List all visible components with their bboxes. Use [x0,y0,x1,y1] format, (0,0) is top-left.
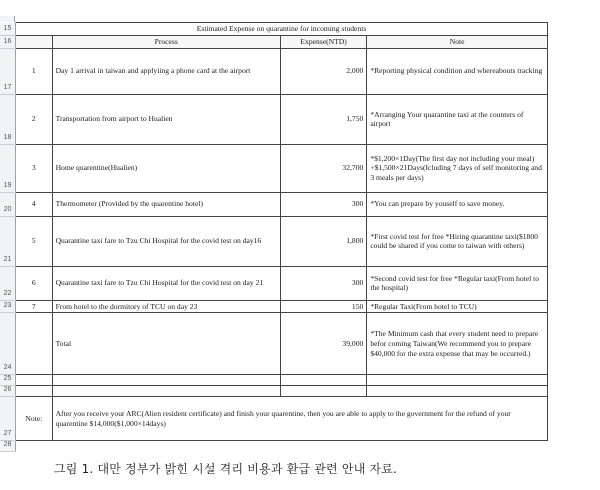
empty-row [0,386,548,397]
expense-cell: 150 [280,300,366,313]
expense-cell: 1,800 [280,216,366,266]
row-number: 28 [0,441,16,452]
header-process: Process [52,36,280,49]
note-cell: *First covid test for free *Hiring quarantine taxi($1800 could be shared if you come to taiwan with others) [367,216,548,266]
note-cell: *You can prepare by youself to save money. [367,192,548,216]
item-number: 1 [16,48,53,94]
expense-cell: 32,700 [280,144,366,192]
table-title: Estimated Expense on quarantine for incoming students [16,23,548,36]
note-row [0,397,548,441]
header-row [0,36,548,49]
item-number: 3 [16,144,53,192]
table-row [0,48,548,94]
spreadsheet [0,22,548,452]
empty-cell [367,386,548,397]
empty-cell [52,375,280,386]
empty-row [0,441,548,452]
header-no [16,36,53,49]
note-cell: *Reporting physical condition and whereabouts tracking [367,48,548,94]
note-cell: *Second covid test for free *Regular taxi(From hotel to the hospital) [367,266,548,300]
expense-table [0,22,548,452]
process-cell: From hotel to the dormitory of TCU on day 23 [52,300,280,313]
process-cell: Home quarentine(Hualien) [52,144,280,192]
row-number: 23 [0,300,16,313]
note-label: Note: [16,397,53,441]
process-cell: Quarantine taxi fare to Tzu Chi Hospital for the covid test on day 21 [52,266,280,300]
table-row [0,266,548,300]
empty-cell [367,375,548,386]
process-cell: Transportation from airport to Hualien [52,94,280,144]
note-text: After you receive your ARC(Alien resident certificate) and finish your quarentine, then you are able to apply to the government for the refund of your quarentine $14,000($1,000×14days) [52,397,547,441]
row-number: 18 [0,94,16,144]
expense-cell: 300 [280,266,366,300]
total-no-cell [16,313,53,375]
note-cell: *Regular Taxi(From hotel to TCU) [367,300,548,313]
expense-cell: 300 [280,192,366,216]
process-cell: Thermometer (Provided by the quarentine hotel) [52,192,280,216]
total-label: Total [52,313,280,375]
row-number: 21 [0,216,16,266]
item-number: 5 [16,216,53,266]
empty-cell [16,441,548,452]
empty-row [0,375,548,386]
table-row [0,144,548,192]
row-number: 16 [0,36,16,49]
header-expense: Expense(NTD) [280,36,366,49]
row-number: 25 [0,375,16,386]
row-number: 26 [0,386,16,397]
total-row [0,313,548,375]
table-row [0,94,548,144]
table-row [0,192,548,216]
item-number: 4 [16,192,53,216]
expense-cell: 2,000 [280,48,366,94]
item-number: 2 [16,94,53,144]
process-cell: Quarantine taxi fare to Tzu Chi Hospital for the covid test on day16 [52,216,280,266]
expense-cell: 1,750 [280,94,366,144]
table-row [0,216,548,266]
row-number: 20 [0,192,16,216]
row-number: 22 [0,266,16,300]
total-note: *The Minimum cash that every student need to prepare befor coming Taiwan(We recommend you to prepare $40,000 for the extra expense that may be occurred.) [367,313,548,375]
process-cell: Day 1 arrival in taiwan and applyiing a phone card at the airport [52,48,280,94]
item-number: 6 [16,266,53,300]
row-number: 15 [0,23,16,36]
row-number: 17 [0,48,16,94]
note-cell: *Arranging Your quarantine taxi at the counters of airport [367,94,548,144]
empty-cell [16,375,53,386]
empty-cell [52,386,280,397]
empty-cell [16,386,53,397]
note-cell: *$1,200×1Day(The first day not including your meal) +$1,500×21Days(Icluding 7 days of self monitoring and 3 meals per days) [367,144,548,192]
total-expense: 39,000 [280,313,366,375]
table-row [0,23,548,36]
table-row [0,300,548,313]
header-note: Note [367,36,548,49]
row-number: 24 [0,313,16,375]
row-number: 27 [0,397,16,441]
row-number: 19 [0,144,16,192]
item-number: 7 [16,300,53,313]
figure-caption: 그림 1. 대만 정부가 밝힌 시설 격리 비용과 환급 관련 안내 자료. [54,462,398,476]
empty-cell [280,375,366,386]
empty-cell [280,386,366,397]
